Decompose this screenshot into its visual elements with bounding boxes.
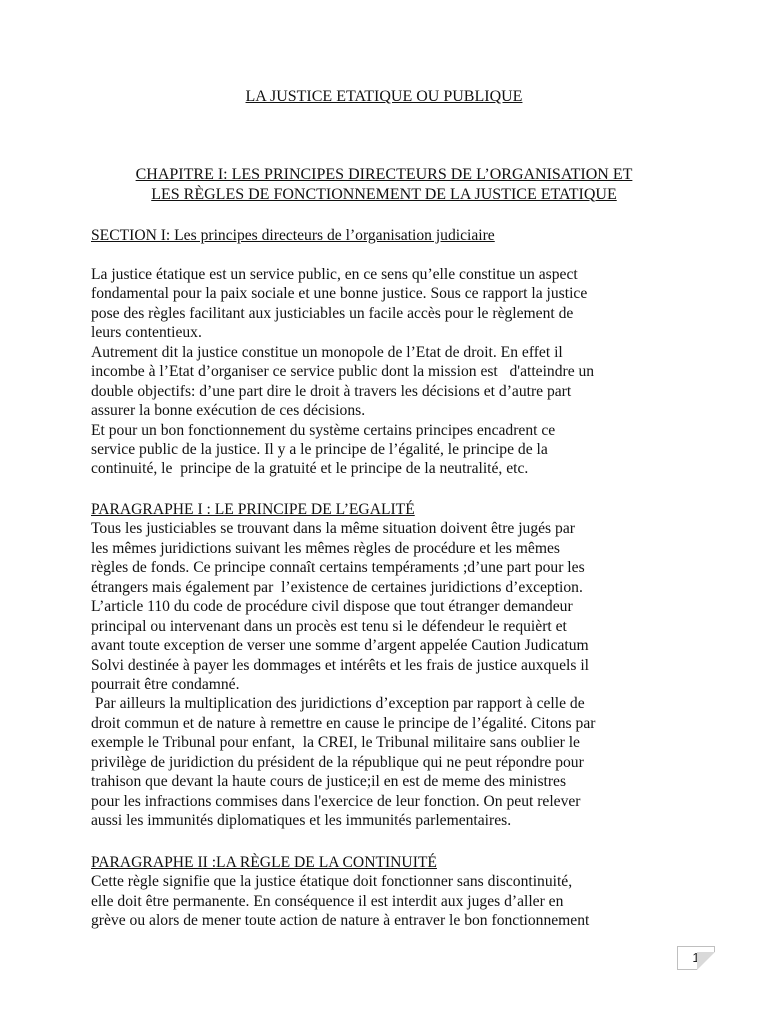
- page-curl-icon: [697, 952, 715, 970]
- text-line: elle doit être permanente. En conséquence il est interdit aux juges d’aller en: [91, 892, 564, 910]
- paragraph-2: [91, 853, 691, 931]
- text-line: droit commun et de nature à remettre en cause le principe de l’égalité. Citons par: [91, 714, 596, 732]
- page-number: 1: [692, 950, 700, 965]
- chapter-heading-line: CHAPITRE I: LES PRINCIPES DIRECTEURS DE L’ORGANISATION ET: [135, 166, 633, 183]
- text-line: leurs contentieux.: [91, 324, 202, 342]
- text-line: aussi les immunités diplomatiques et les immunités parlementaires.: [91, 812, 512, 829]
- text-line: Solvi destinée à payer les dommages et intérêts et les frais de justice auxquels il: [91, 656, 589, 674]
- paragraph-2-heading: PARAGRAPHE II :LA RÈGLE DE LA CONTINUITÉ: [91, 854, 437, 871]
- text-line: Tous les justiciables se trouvant dans la même situation doivent être jugés par: [91, 520, 575, 538]
- text-line: trahison que devant la haute cours de justice;il en est de meme des ministres: [91, 773, 567, 791]
- chapter-heading-line: LES RÈGLES DE FONCTIONNEMENT DE LA JUSTICE ETATIQUE: [151, 185, 617, 203]
- text-line: L’article 110 du code de procédure civil dispose que tout étranger demandeur: [91, 598, 573, 616]
- text-line: pour les infractions commises dans l'exercice de leur fonction. On peut relever: [91, 792, 581, 810]
- text-line: double objectifs: d’une part dire le droit à travers les décisions et d’autre part: [91, 382, 572, 400]
- text-line: Autrement dit la justice constitue un monopole de l’Etat de droit. En effet il: [91, 343, 563, 361]
- text-line: exemple le Tribunal pour enfant, la CREI, le Tribunal militaire sans oublier le: [91, 734, 580, 752]
- text-line: grève ou alors de mener toute action de nature à entraver le bon fonctionnement: [91, 912, 590, 930]
- paragraph-1-heading: PARAGRAPHE I : LE PRINCIPE DE L’EGALITÉ: [91, 501, 415, 518]
- text-line: La justice étatique est un service public, en ce sens qu’elle constitue un aspect: [91, 266, 578, 283]
- text-line: pourrait être condamné.: [91, 675, 240, 693]
- text-line: Par ailleurs la multiplication des juridictions d’exception par rapport à celle de: [91, 695, 585, 713]
- text-line: privilège de juridiction du président de la république qui ne peut répondre pour: [91, 753, 584, 771]
- chapter-heading: [84, 165, 684, 204]
- text-line: incombe à l’Etat d’organiser ce service public dont la mission est d'atteindre un: [91, 363, 595, 381]
- page-number-box: [677, 946, 715, 970]
- text-line: principal ou intervenant dans un procès est tenu si le défendeur le requièrt et: [91, 617, 567, 635]
- text-line: les mêmes juridictions suivant les mêmes règles de procédure et les mêmes: [91, 539, 560, 557]
- text-line: assurer la bonne exécution de ces décisions.: [91, 402, 366, 420]
- section-block: [91, 226, 691, 245]
- text-line: avant toute exception de verser une somme d’argent appelée Caution Judicatum: [91, 637, 589, 655]
- text-line: Et pour un bon fonctionnement du système certains principes encadrent ce: [91, 421, 556, 439]
- text-line: règles de fonds. Ce principe connaît certains tempéraments ;d’une part pour les: [91, 559, 585, 577]
- paragraph-1: [91, 500, 691, 830]
- document-title: LA JUSTICE ETATIQUE OU PUBLIQUE: [245, 88, 523, 105]
- section-heading: SECTION I: Les principes directeurs de l’organisation judiciaire: [91, 227, 495, 244]
- text-line: continuité, le principe de la gratuité et le principe de la neutralité, etc.: [91, 460, 529, 478]
- text-line: pose des règles facilitant aux justiciables un facile accès pour le règlement de: [91, 304, 574, 322]
- text-line: étrangers mais également par l’existence de certaines juridictions d’exception.: [91, 578, 583, 596]
- intro-paragraph: [91, 265, 691, 479]
- text-line: Cette règle signifie que la justice étatique doit fonctionner sans discontinuité,: [91, 873, 573, 891]
- text-line: service public de la justice. Il y a le principe de l’égalité, le principe de la: [91, 440, 548, 458]
- text-line: fondamental pour la paix sociale et une bonne justice. Sous ce rapport la justice: [91, 285, 588, 303]
